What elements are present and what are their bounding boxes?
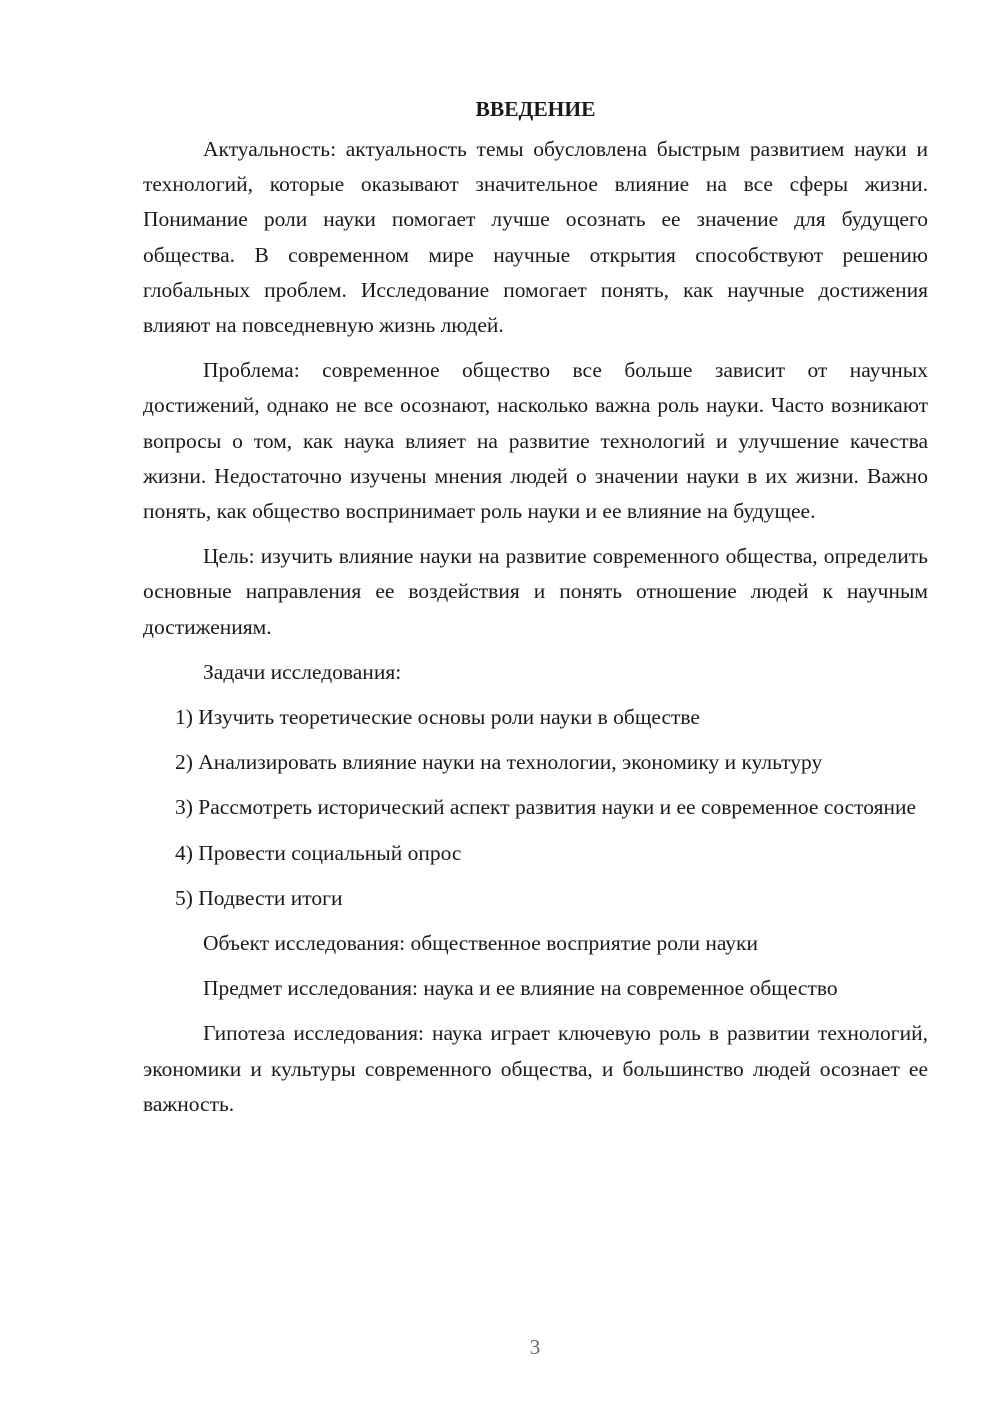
list-item: 3) Рассмотреть исторический аспект развития науки и ее современное состояние [175, 795, 917, 820]
paragraph-goal: Цель: изучить влияние науки на развитие современного общества, определить основные направления ее воздействия и понять отношение людей к научным достижениям. [143, 544, 928, 639]
paragraph-object: Объект исследования: общественное восприятие роли науки [203, 931, 759, 956]
page-number: 3 [529, 1335, 541, 1359]
paragraph-problem: Проблема: современное общество все больше зависит от научных достижений, однако не все осознают, насколько важна роль науки. Часто возникают вопросы о том, как наука влияет на развитие технологий и улучшение качества жизни. Недостаточно изучены мнения людей о значении науки в их жизни. Важно понять, как общество воспринимает роль науки и ее влияние на будущее. [143, 358, 928, 524]
list-item: 2) Анализировать влияние науки на технологии, экономику и культуру [175, 750, 823, 775]
list-item: 4) Провести социальный опрос [175, 840, 462, 865]
list-item: 5) Подвести итоги [175, 885, 343, 910]
paragraph-hypothesis: Гипотеза исследования: наука играет ключевую роль в развитии технологий, экономики и культуры современного общества, и большинство людей осознает ее важность. [143, 1021, 928, 1116]
page-title: ВВЕДЕНИЕ [475, 97, 596, 121]
page-content [143, 92, 928, 1132]
list-item: 1) Изучить теоретические основы роли науки в обществе [175, 705, 700, 730]
tasks-title: Задачи исследования: [203, 659, 402, 684]
paragraph-subject: Предмет исследования: наука и ее влияние на современное общество [203, 976, 838, 1001]
paragraph-relevance: Актуальность: актуальность темы обусловлена быстрым развитием науки и технологий, которые оказывают значительное влияние на все сферы жизни. Понимание роли науки помогает лучше осознать ее значение для будущего общества. В современном мире научные открытия способствуют решению глобальных проблем. Исследование помогает понять, как научные достижения влияют на повседневную жизнь людей. [143, 137, 928, 338]
